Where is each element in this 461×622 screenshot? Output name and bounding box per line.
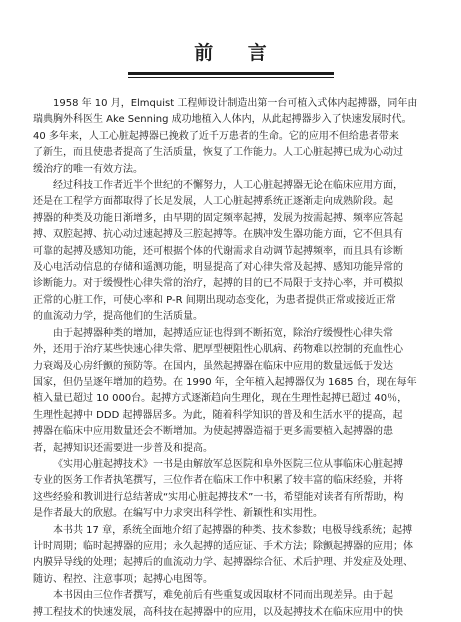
text-line: 的血流动力学，提高他们的生活质量。 — [33, 311, 203, 323]
paragraph — [33, 178, 435, 326]
text-line: 外，还用于治疗某些快速心律失常、肥厚型梗阻性心肌病、药物难以控制的充血性心 — [33, 344, 403, 356]
text-line: 还是在工程学方面都取得了长足发展，人工心脏起搏系统正逐渐走向成熟阶段。起 — [33, 196, 393, 208]
text-line: 正常的心脏工作，可使心率和 P-R 间期出现动态变化，为患者提供正常或接近正常 — [33, 294, 396, 306]
text-line: 内膜异导线的处理；起搏后的血流动力学、起搏器综合征、术后护理、并发症及处理、 — [33, 557, 413, 569]
text-line: 1958 年 10 月，Elmquist 工程师设计制造出第一台可植入式体内起搏器，同年由 — [53, 98, 418, 109]
paragraph — [33, 523, 435, 589]
title-rule-thick — [128, 72, 334, 75]
text-line: 生理性起搏中 DDD 起搏器居多。为此，随着科学知识的普及和生活水平的提高，起 — [33, 409, 403, 421]
text-line: 搏、双腔起搏、抗心动过速起搏及三腔起搏等。在胰冲发生器功能方面，它不但具有 — [33, 229, 403, 241]
text-line: 这些经验和教训进行总结著成“实用心脏起搏技术”一书，希望能对读者有所帮助，构 — [33, 491, 404, 503]
text-line: 本书因由三位作者撰写，难免前后有些重复或因取材不同而出现差异。由于起 — [53, 590, 393, 602]
text-line: 随访、程控、注意事项；起搏心电图等。 — [33, 573, 213, 585]
text-line: 可靠的起搏及感知功能，还可根据个体的代谢需求自动调节起搏频率，而且具有诊断 — [33, 245, 403, 257]
title-rule-thin — [128, 77, 334, 78]
text-line: 缓治疗的唯一有效方法。 — [33, 163, 143, 175]
text-line: 搏工程技术的快速发展，高科技在起搏器中的应用，以及起搏技术在临床应用中的快 — [33, 606, 403, 618]
text-line: 计时周期；临时起搏器的应用；永久起搏的适应证、手术方法；除颤起搏器的应用；体 — [33, 540, 413, 552]
paragraph — [33, 326, 435, 457]
page-title: 前 言 — [194, 42, 281, 64]
text-line: 瑞典胸外科医生 Ake Senning 成功地植入人体内，从此起搏器步入了快速发展时代。 — [33, 114, 412, 126]
paragraph — [33, 457, 435, 523]
text-line: 国家，但仍呈逐年增加的趋势。在 1990 年，全年植入起搏器仅为 1685 台，现在每年 — [33, 376, 417, 388]
text-line: 是作者最大的欣慰。在编写中力求突出科学性、新颖性和实用性。 — [33, 508, 323, 520]
text-line: 了新生，而且使患者提高了生活质量，恢复了工作能力。人工心脏起搏已成为心动过 — [33, 147, 403, 159]
text-line: 由于起搏器种类的增加，起搏适应证也得到不断拓宽，除治疗缓慢性心律失常 — [53, 327, 393, 339]
text-line: 《实用心脏起搏技术》一书是由解放军总医院和阜外医院三位从事临床心脏起搏 — [53, 458, 403, 470]
text-line: 及心电活动信息的存储和遥测功能，明显提高了对心律失常及起搏、感知功能异常的 — [33, 262, 403, 274]
text-line: 植入量已超过 10 000台。起搏方式逐渐趋向生理化，现在生理性起搏已超过 40％， — [33, 393, 408, 405]
text-line: 者，起搏知识还需要进一步普及和提高。 — [33, 442, 213, 454]
text-line: 搏器的种类及功能日渐增多，由早期的固定频率起搏，发展为按需起搏、频率应答起 — [33, 212, 403, 224]
text-line: 力衰竭及心房纤颤的预防等。在国内，虽然起搏器在临床中应用的数量远低于发达 — [33, 360, 393, 372]
text-line: 本书共 17 章，系统全面地介绍了起搏器的种类、技术参数；电极导线系统；起搏 — [53, 524, 413, 536]
text-line: 经过科技工作者近半个世纪的不懈努力，人工心脏起搏器无论在临床应用方面， — [53, 180, 403, 192]
text-line: 搏器在临床中应用数量还会不断增加。为使起搏器造福于更多需要植入起搏器的患 — [33, 426, 393, 438]
paragraph — [33, 96, 435, 178]
paragraph — [33, 588, 435, 621]
text-line: 诊断能力。对于缓慢性心律失常的治疗，起搏的目的已不局限于支持心率，并可模拟 — [33, 278, 403, 290]
preface-body — [33, 96, 435, 621]
text-line: 40 多年来，人工心脏起搏器已挽救了近千万患者的生命。它的应用不但给患者带来 — [33, 130, 399, 142]
text-line: 专业的医务工作者执笔撰写，三位作者在临床工作中积累了较丰富的临床经验，并将 — [33, 475, 403, 487]
